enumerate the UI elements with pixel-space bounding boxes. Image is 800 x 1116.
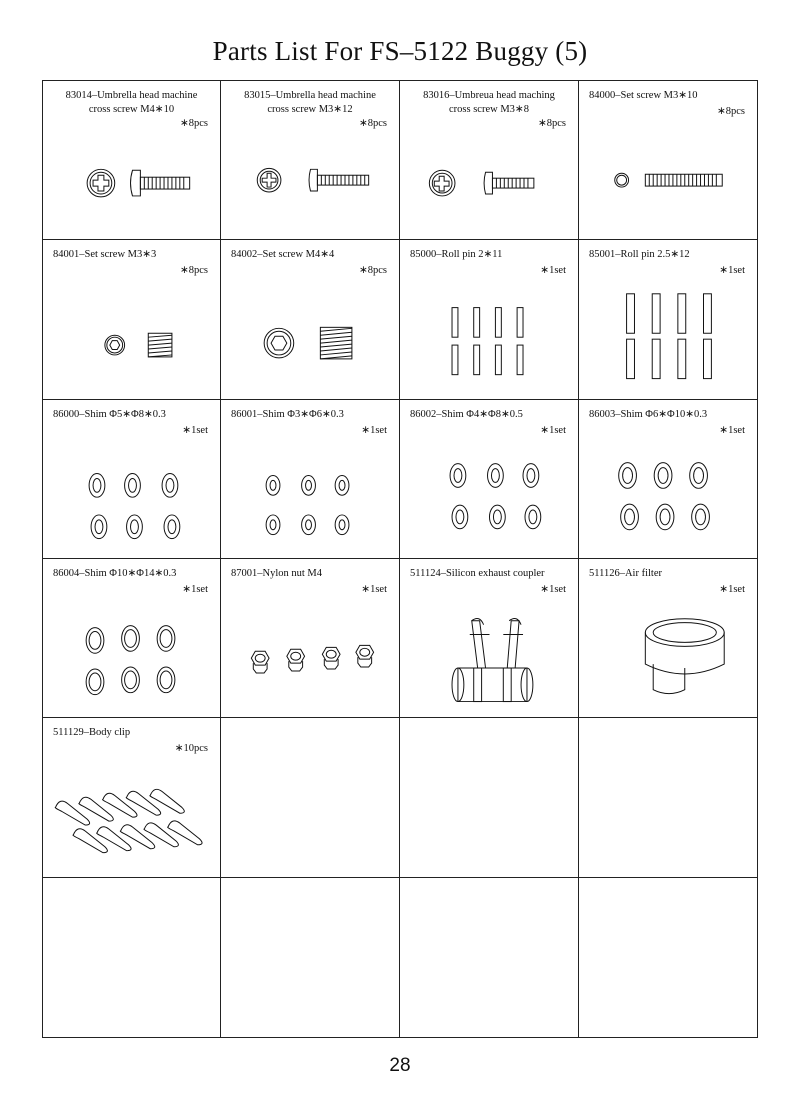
part-name: 84002–Set screw M4∗4 xyxy=(231,249,335,261)
roll-pin-2-5x12-icon xyxy=(579,280,757,398)
part-cell-86003 xyxy=(579,400,757,559)
part-name: 86002–Shim Φ4∗Φ8∗0.5 xyxy=(410,408,523,420)
part-cell-511126 xyxy=(579,559,757,718)
part-name: 85001–Roll pin 2.5∗12 xyxy=(589,249,690,261)
part-cell-85001 xyxy=(579,240,757,399)
part-name: 85000–Roll pin 2∗11 xyxy=(410,249,503,261)
part-name: 83016–Umbreua head maching cross screw M3∗8 xyxy=(423,90,555,115)
set-screw-m3x3-icon xyxy=(43,280,220,398)
empty-cell xyxy=(43,878,221,1037)
part-name: 86003–Shim Φ6∗Φ10∗0.3 xyxy=(589,408,708,420)
part-quantity: ∗1set xyxy=(540,265,566,277)
part-name: 84001–Set screw M3∗3 xyxy=(53,249,157,261)
empty-cell xyxy=(221,718,400,877)
part-name: 83014–Umbrella head machine cross screw M4∗10 xyxy=(65,90,198,115)
part-name: 511124–Silicon exhaust coupler xyxy=(410,567,545,579)
set-screw-m3x10-icon xyxy=(579,121,757,239)
part-quantity: ∗1set xyxy=(361,583,387,595)
part-quantity: ∗1set xyxy=(361,424,387,436)
exhaust-coupler-icon xyxy=(400,599,578,717)
set-screw-m4x4-icon xyxy=(221,280,399,398)
part-quantity: ∗8pcs xyxy=(179,118,208,129)
part-cell-84000 xyxy=(579,81,757,240)
part-cell-86002 xyxy=(400,400,579,559)
shim-4x8-icon xyxy=(400,440,578,558)
part-cell-83014 xyxy=(43,81,221,240)
part-cell-83016 xyxy=(400,81,579,240)
part-quantity: ∗1set xyxy=(182,583,208,595)
part-quantity: ∗1set xyxy=(719,424,745,436)
shim-3x6-icon xyxy=(221,440,399,558)
empty-cell xyxy=(579,718,757,877)
part-quantity: ∗8pcs xyxy=(358,265,387,277)
shim-5x8-icon xyxy=(43,440,220,558)
part-quantity: ∗1set xyxy=(719,583,745,595)
part-name: 511129–Body clip xyxy=(53,727,131,739)
part-cell-511124 xyxy=(400,559,579,718)
part-quantity: ∗1set xyxy=(540,583,566,595)
part-quantity: ∗1set xyxy=(540,424,566,436)
part-name: 86000–Shim Φ5∗Φ8∗0.3 xyxy=(53,408,166,420)
part-quantity: ∗8pcs xyxy=(537,118,566,129)
part-quantity: ∗8pcs xyxy=(179,265,208,277)
part-quantity: ∗1set xyxy=(182,424,208,436)
shim-10x14-icon xyxy=(43,599,220,717)
part-cell-86004 xyxy=(43,559,221,718)
empty-cell xyxy=(579,878,757,1037)
screw-m3x8-icon xyxy=(400,121,578,239)
part-name: 86004–Shim Φ10∗Φ14∗0.3 xyxy=(53,567,177,579)
page-number: 28 xyxy=(389,1055,411,1076)
part-name: 84000–Set screw M3∗10 xyxy=(589,90,698,101)
empty-cell xyxy=(400,718,579,877)
part-quantity: ∗8pcs xyxy=(716,106,745,117)
part-cell-83015 xyxy=(221,81,400,240)
screw-m3x12-icon xyxy=(221,121,399,239)
part-cell-84001 xyxy=(43,240,221,399)
part-quantity: ∗1set xyxy=(719,265,745,277)
part-quantity: ∗10pcs xyxy=(174,743,208,755)
part-cell-86001 xyxy=(221,400,400,559)
empty-cell xyxy=(221,878,400,1037)
part-cell-84002 xyxy=(221,240,400,399)
part-cell-511129 xyxy=(43,718,221,877)
body-clip-icon xyxy=(43,758,220,876)
part-name: 87001–Nylon nut M4 xyxy=(231,567,323,579)
part-name: 83015–Umbrella head machine cross screw M3∗12 xyxy=(244,90,376,115)
part-quantity: ∗8pcs xyxy=(358,118,387,129)
page-title: Parts List For FS–5122 Buggy (5) xyxy=(212,36,588,66)
roll-pin-2x11-icon xyxy=(400,280,578,398)
part-cell-85000 xyxy=(400,240,579,399)
screw-m4x10-icon xyxy=(43,121,220,239)
part-cell-87001 xyxy=(221,559,400,718)
part-name: 511126–Air filter xyxy=(589,567,662,579)
part-name: 86001–Shim Φ3∗Φ6∗0.3 xyxy=(231,408,344,420)
shim-6x10-icon xyxy=(579,440,757,558)
part-cell-86000 xyxy=(43,400,221,559)
air-filter-icon xyxy=(579,599,757,717)
empty-cell xyxy=(400,878,579,1037)
nylon-nut-icon xyxy=(221,599,399,717)
parts-table xyxy=(42,80,758,1038)
